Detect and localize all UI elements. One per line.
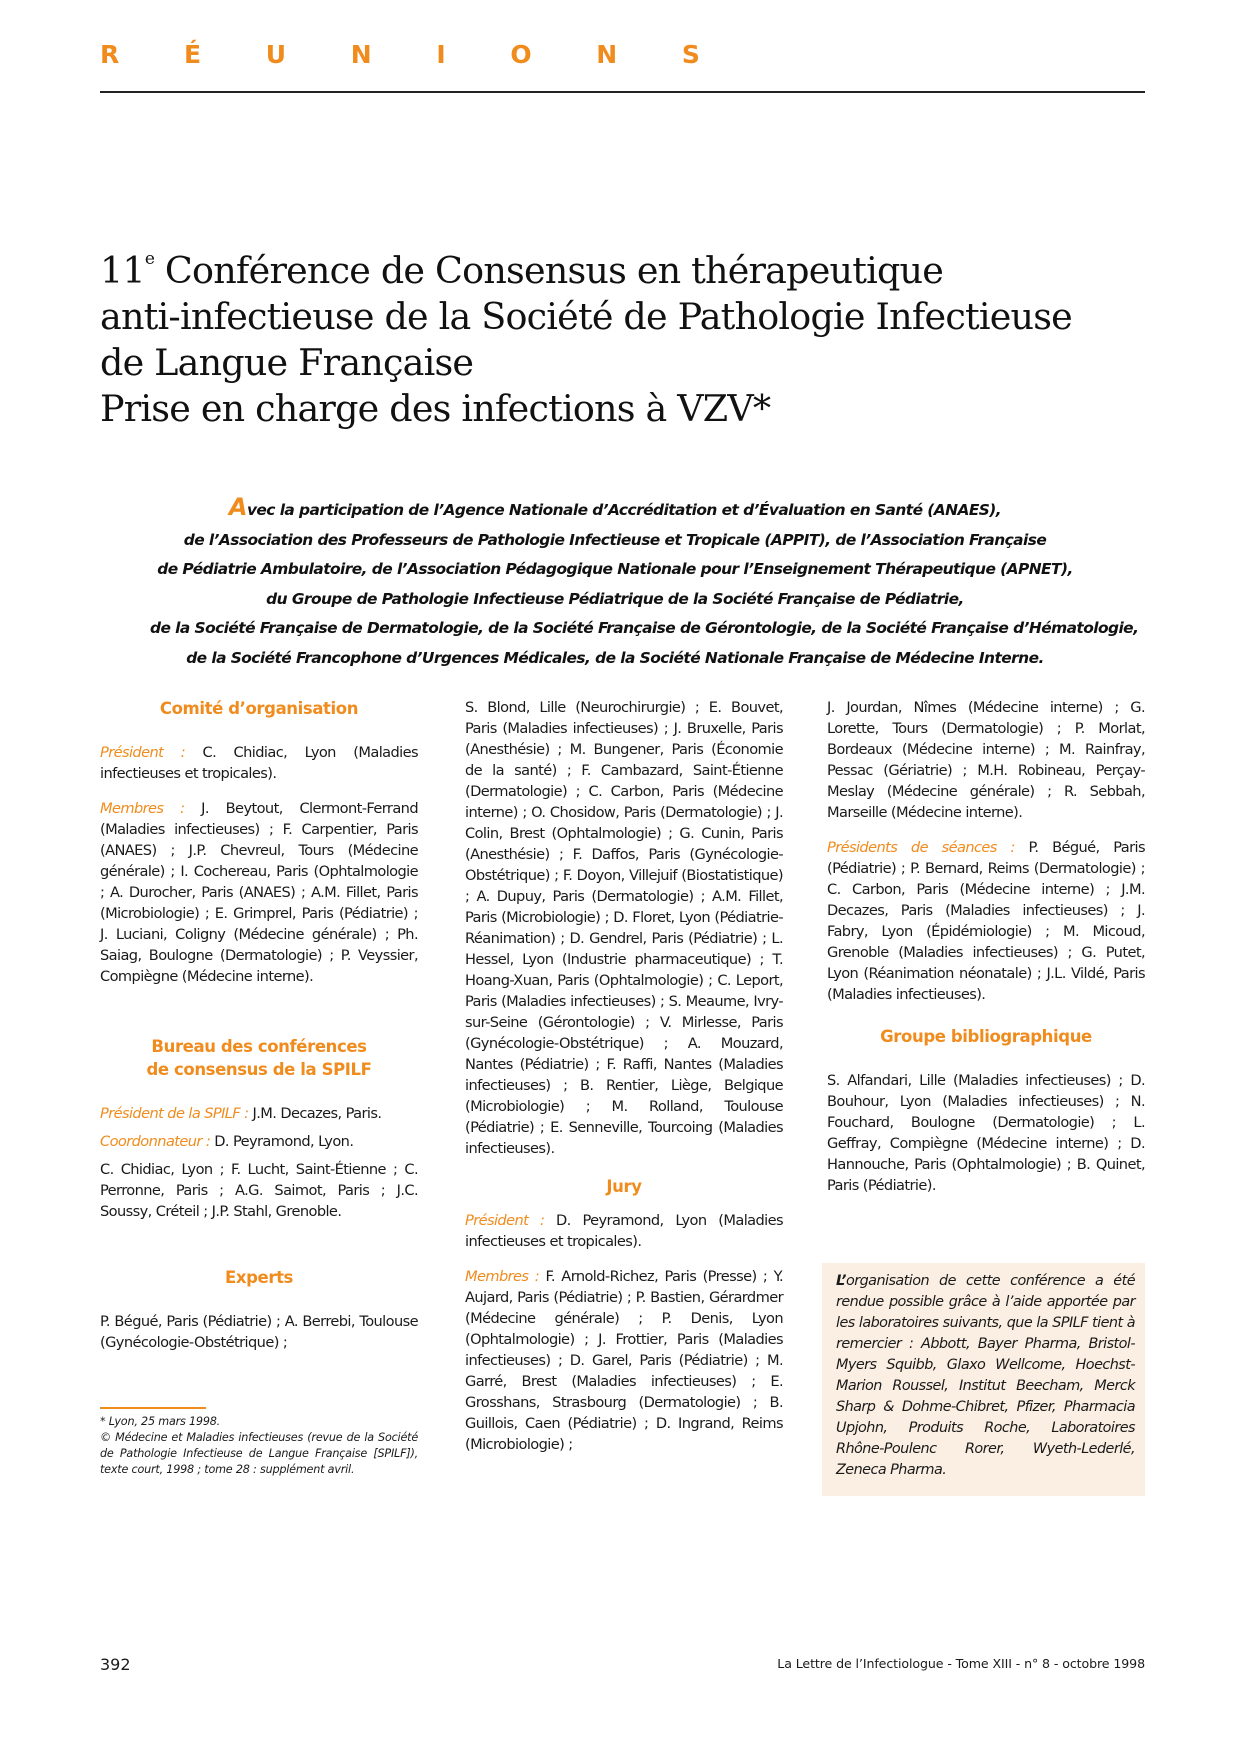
bureau-heading-line-1: Bureau des conférences: [151, 1037, 367, 1056]
biblio-heading: Groupe bibliographique: [880, 1027, 1092, 1046]
comite-president-label: Président :: [100, 744, 186, 761]
bureau-heading: [100, 1035, 418, 1081]
jury-president-label: Président :: [465, 1212, 545, 1229]
title-line-3: de Langue Française: [100, 341, 474, 384]
comite-membres-label: Membres :: [100, 800, 185, 817]
comite-membres: [100, 798, 418, 987]
title-superscript: e: [144, 249, 155, 269]
rubric-letter: N: [596, 40, 618, 69]
page-number: 392: [100, 1655, 131, 1674]
bureau-heading-line-2: de consensus de la SPILF: [146, 1060, 372, 1079]
jury-membres-label: Membres :: [465, 1268, 540, 1285]
experts-heading: Experts: [225, 1268, 293, 1287]
footnote-source: © Médecine et Maladies infectieuses (revue de la Société de Pathologie Infectieuse de Langue Française [SPILF]), texte court, 1998 ; tome 28 : supplément avril.: [100, 1431, 418, 1476]
rubric-letter: S: [681, 40, 700, 69]
experts-text-part-2: S. Blond, Lille (Neurochirurgie) ; E. Bouvet, Paris (Maladies infectieuses) ; J. Bruxelle, Paris (Anesthésie) ; M. Bungener, Paris (Économie de la santé) ; F. Cambazard, Saint-Étienne (Dermatologie) ; C. Carbon, Paris (Médecine interne) ; O. Chosidow, Paris (Dermatologie) ; J. Colin, Brest (Ophtalmologie) ; G. Cunin, Paris (Anesthésie) ; F. Daffos, Paris (Gynécologie-Obstétrique) ; F. Doyon, Villejuif (Biostatistique) ; A. Dupuy, Paris (Dermatologie) ; A.M. Fillet, Paris (Microbiologie) ; D. Floret, Lyon (Pédiatrie-Réanimation) ; D. Gendrel, Paris (Pédiatrie) ; L. Hessel, Lyon (Industrie pharmaceutique) ; T. Hoang-Xuan, Paris (Ophtalmologie) ; C. Leport, Paris (Maladies infectieuses) ; S. Meaume, Ivry-sur-Seine (Gérontologie) ; V. Mirlesse, Paris (Gynécologie-Obstétrique) ; A. Mouzard, Nantes (Pédiatrie) ; F. Raffi, Nantes (Maladies infectieuses) ; B. Rentier, Liège, Belgique (Microbiologie) ; M. Rolland, Toulouse (Pédiatrie) ; E. Senneville, Tourcoing (Maladies infectieuses).: [465, 699, 783, 1157]
title-line-2: anti-infectieuse de la Société de Pathologie Infectieuse: [100, 295, 1072, 338]
footnotes: [100, 1414, 418, 1478]
journal-reference: La Lettre de l’Infectiologue - Tome XIII - n° 8 - octobre 1998: [777, 1656, 1145, 1671]
jury-president: [465, 1210, 783, 1252]
bureau-members: C. Chidiac, Lyon ; F. Lucht, Saint-Étienne ; C. Perronne, Paris ; A.G. Saimot, Paris ; J.C. Soussy, Créteil ; J.P. Stahl, Grenoble.: [100, 1161, 418, 1220]
intro-line-6: de la Société Francophone d’Urgences Médicales, de la Société Nationale Française de Médecine Interne.: [186, 648, 1044, 667]
rubric-letter: O: [510, 40, 532, 69]
bureau-coordonnateur: [100, 1131, 418, 1152]
intro-line-3: de Pédiatrie Ambulatoire, de l’Association Pédagogique Nationale pour l’Enseignement Thérapeutique (APNET),: [157, 560, 1073, 578]
column-1: [100, 697, 418, 1367]
comite-membres-text: J. Beytout, Clermont-Ferrand (Maladies infectieuses) ; F. Carpentier, Paris (ANAES) ; J.P. Chevreul, Tours (Médecine générale) ; I. Cochereau, Paris (Ophtalmologie ; A. Durocher, Paris (ANAES) ; A.M. Fillet, Paris (Microbiologie) ; E. Grimprel, Paris (Pédiatrie) ; J. Luciani, Coligny (Médecine générale) ; Ph. Saiag, Boulogne (Dermatologie) ; P. Veyssier, Compiègne (Médecine interne).: [100, 800, 418, 985]
intro-line-4: du Groupe de Pathologie Infectieuse Pédiatrique de la Société Française de Pédiatrie,: [266, 589, 964, 608]
bureau-president-text: J.M. Decazes, Paris.: [248, 1105, 382, 1122]
rubric-letter: U: [265, 40, 287, 69]
rubric-letter: I: [436, 40, 446, 69]
intro-dropcap: A: [228, 493, 247, 521]
sponsors-box: [822, 1263, 1145, 1496]
intro-line-2: de l’Association des Professeurs de Pathologie Infectieuse et Tropicale (APPIT), de l’Association Française: [183, 530, 1047, 549]
comite-president-text: C. Chidiac, Lyon (Maladies infectieuses et tropicales).: [100, 744, 419, 782]
intro-line-1: [150, 493, 1080, 526]
title-line-1: [100, 248, 1160, 294]
rubric-letter: R: [100, 40, 120, 69]
title-line-1-text: Conférence de Consensus en thérapeutique: [154, 249, 944, 292]
sponsors-text: organisation de cette conférence a été rendue possible grâce à l’aide apportée par les laboratoires suivants, que la SPILF tient à remercier : Abbott, Bayer Pharma, Bristol-Myers Squibb, Glaxo Wellcome, Hoechst-Marion Roussel, Institut Beecham, Merck Sharp & Dohme-Chibret, Pfizer, Pharmacia Upjohn, Produits Roche, Laboratoires Rhône-Poulenc Rorer, Wyeth-Lederlé, Zeneca Pharma.: [836, 1273, 1135, 1478]
participation-statement: [150, 493, 1139, 673]
intro-line-5: de la Société Française de Dermatologie, de la Société Française de Gérontologie, de la Société Française d’Hématologie,: [150, 619, 1139, 637]
bureau-president-label: Président de la SPILF :: [100, 1105, 249, 1122]
jury-membres-text-part-2: J. Jourdan, Nîmes (Médecine interne) ; G. Lorette, Tours (Dermatologie) ; P. Morlat, Bordeaux (Médecine interne) ; M. Rainfray, Pessac (Gériatrie) ; M.H. Robineau, Perçay-Meslay (Médecine générale) ; R. Sebbah, Marseille (Médecine interne).: [827, 699, 1145, 821]
jury-membres: [465, 1266, 783, 1455]
title-number: 11: [100, 249, 145, 292]
bureau-president: [100, 1103, 418, 1124]
jury-heading: Jury: [606, 1177, 642, 1196]
footnote-rule: [100, 1407, 206, 1409]
intro-line-1-text: vec la participation de l’Agence Nationale d’Accréditation et d’Évaluation en Santé (ANAES),: [246, 501, 1002, 519]
rubric-letter: N: [350, 40, 372, 69]
article-title: [100, 248, 1160, 432]
comite-heading: Comité d’organisation: [159, 699, 359, 718]
column-3: [827, 697, 1145, 1210]
biblio-text: S. Alfandari, Lille (Maladies infectieuses) ; D. Bouhour, Lyon (Maladies infectieuses) ; N. Fouchard, Boulogne (Dermatologie) ; L. Geffray, Compiègne (Médecine interne) ; D. Hannouche, Paris (Ophtalmologie) ; B. Quinet, Paris (Pédiatrie).: [827, 1072, 1145, 1194]
rubric-letter: É: [183, 40, 202, 69]
jury-president-text: D. Peyramond, Lyon (Maladies infectieuses et tropicales).: [465, 1212, 783, 1250]
jury-membres-text-part-1: F. Arnold-Richez, Paris (Presse) ; Y. Aujard, Paris (Pédiatrie) ; P. Bastien, Gérardmer (Médecine générale) ; P. Denis, Lyon (Ophtalmologie) ; J. Frottier, Paris (Maladies infectieuses) ; D. Garel, Paris (Pédiatrie) ; M. Garré, Brest (Maladies infectieuses) ; E. Grosshans, Strasbourg (Dermatologie) ; B. Guillois, Caen (Pédiatrie) ; D. Ingrand, Reims (Microbiologie) ;: [465, 1268, 783, 1453]
section-rubric: [100, 40, 700, 69]
presidents-seances: [827, 837, 1145, 1005]
presidents-seances-label: Présidents de séances :: [827, 839, 1015, 856]
presidents-seances-text: P. Bégué, Paris (Pédiatrie) ; P. Bernard, Reims (Dermatologie) ; C. Carbon, Paris (Médecine interne) ; J.M. Decazes, Paris (Maladies infectieuses) ; J. Fabry, Lyon (Épidémiologie) ; M. Micoud, Grenoble (Maladies infectieuses) ; G. Putet, Lyon (Réanimation néonatale) ; J.L. Vildé, Paris (Maladies infectieuses).: [827, 839, 1145, 1003]
footnote-date: * Lyon, 25 mars 1998.: [100, 1415, 221, 1428]
column-2: [465, 697, 783, 1469]
bureau-coordonnateur-label: Coordonnateur :: [100, 1133, 211, 1150]
sponsors-lead: L’: [836, 1273, 846, 1289]
experts-text-part-1: P. Bégué, Paris (Pédiatrie) ; A. Berrebi, Toulouse (Gynécologie-Obstétrique) ;: [100, 1313, 418, 1351]
title-line-4: Prise en charge des infections à VZV*: [100, 387, 771, 430]
header-rule: [100, 91, 1145, 93]
comite-president: [100, 742, 418, 784]
bureau-coordonnateur-text: D. Peyramond, Lyon.: [210, 1133, 354, 1150]
